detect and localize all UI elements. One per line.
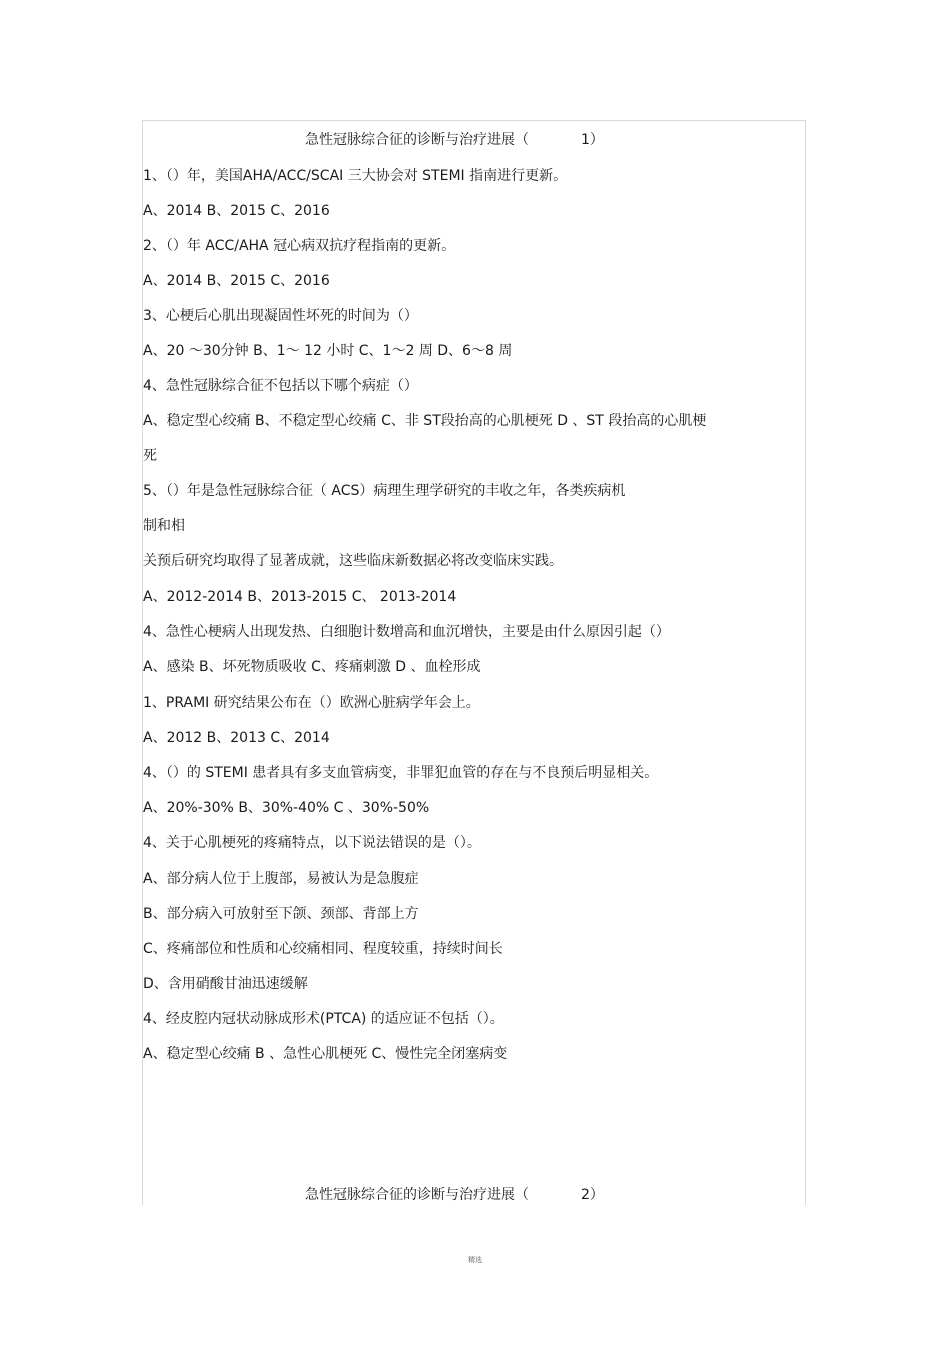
page-footer: 精选 — [468, 1256, 482, 1264]
question-line: 1、（）年，美国AHA/ACC/SCAI 三大协会对 STEMI 指南进行更新。 — [143, 168, 568, 184]
title-number: 2） — [581, 1187, 604, 1203]
answer-line: A、感染 B、坏死物质吸收 C、疼痛刺激 D 、血栓形成 — [143, 659, 481, 675]
title-text: 急性冠脉综合征的诊断与治疗进展（ — [305, 132, 529, 148]
section-title-2 — [305, 1186, 604, 1204]
answer-line: C、疼痛部位和性质和心绞痛相同、程度较重，持续时间长 — [143, 941, 503, 957]
question-line: 2、（）年 ACC/AHA 冠心病双抗疗程指南的更新。 — [143, 238, 456, 254]
answer-line: A、部分病人位于上腹部，易被认为是急腹症 — [143, 871, 419, 887]
question-line: 4、急性冠脉综合征不包括以下哪个病症（） — [143, 378, 418, 394]
answer-line: A、稳定型心绞痛 B 、急性心肌梗死 C、慢性完全闭塞病变 — [143, 1046, 508, 1062]
answer-line: A、2012-2014 B、2013-2015 C、 2013-2014 — [143, 589, 457, 605]
answer-line: A、20 ～30分钟 B、1～ 12 小时 C、1～2 周 D、6～8 周 — [143, 343, 513, 359]
question-line: 1、PRAMI 研究结果公布在（）欧洲心脏病学年会上。 — [143, 695, 480, 711]
answer-line: A、2014 B、2015 C、2016 — [143, 273, 330, 289]
title-text: 急性冠脉综合征的诊断与治疗进展（ — [305, 1187, 529, 1203]
answer-line: A、20%-30% B、30%-40% C 、30%-50% — [143, 800, 430, 816]
question-line-continued: 关预后研究均取得了显著成就，这些临床新数据必将改变临床实践。 — [143, 553, 563, 569]
question-line: 3、心梗后心肌出现凝固性坏死的时间为（） — [143, 308, 418, 324]
answer-line: B、部分病入可放射至下颌、颈部、背部上方 — [143, 906, 419, 922]
question-line: 4、经皮腔内冠状动脉成形术(PTCA) 的适应证不包括（）。 — [143, 1011, 504, 1027]
title-number: 1） — [581, 132, 604, 148]
question-line: 4、急性心梗病人出现发热、白细胞计数增高和血沉增快，主要是由什么原因引起（） — [143, 624, 670, 640]
question-line: 5、（）年是急性冠脉综合征（ ACS）病理生理学研究的丰收之年，各类疾病机 — [143, 483, 626, 499]
question-line: 4、（）的 STEMI 患者具有多支血管病变，非罪犯血管的存在与不良预后明显相关。 — [143, 765, 659, 781]
answer-line: A、稳定型心绞痛 B、不稳定型心绞痛 C、非 ST段抬高的心肌梗死 D 、ST 段抬高的心肌梗 — [143, 413, 707, 429]
answer-line: A、2014 B、2015 C、2016 — [143, 203, 330, 219]
section-title-1 — [305, 131, 604, 149]
answer-line-continued: 死 — [143, 448, 157, 464]
answer-line: A、2012 B、2013 C、2014 — [143, 730, 330, 746]
question-line-continued: 制和相 — [143, 518, 185, 534]
question-line: 4、关于心肌梗死的疼痛特点，以下说法错误的是（）。 — [143, 835, 481, 851]
answer-line: D、含用硝酸甘油迅速缓解 — [143, 976, 308, 992]
